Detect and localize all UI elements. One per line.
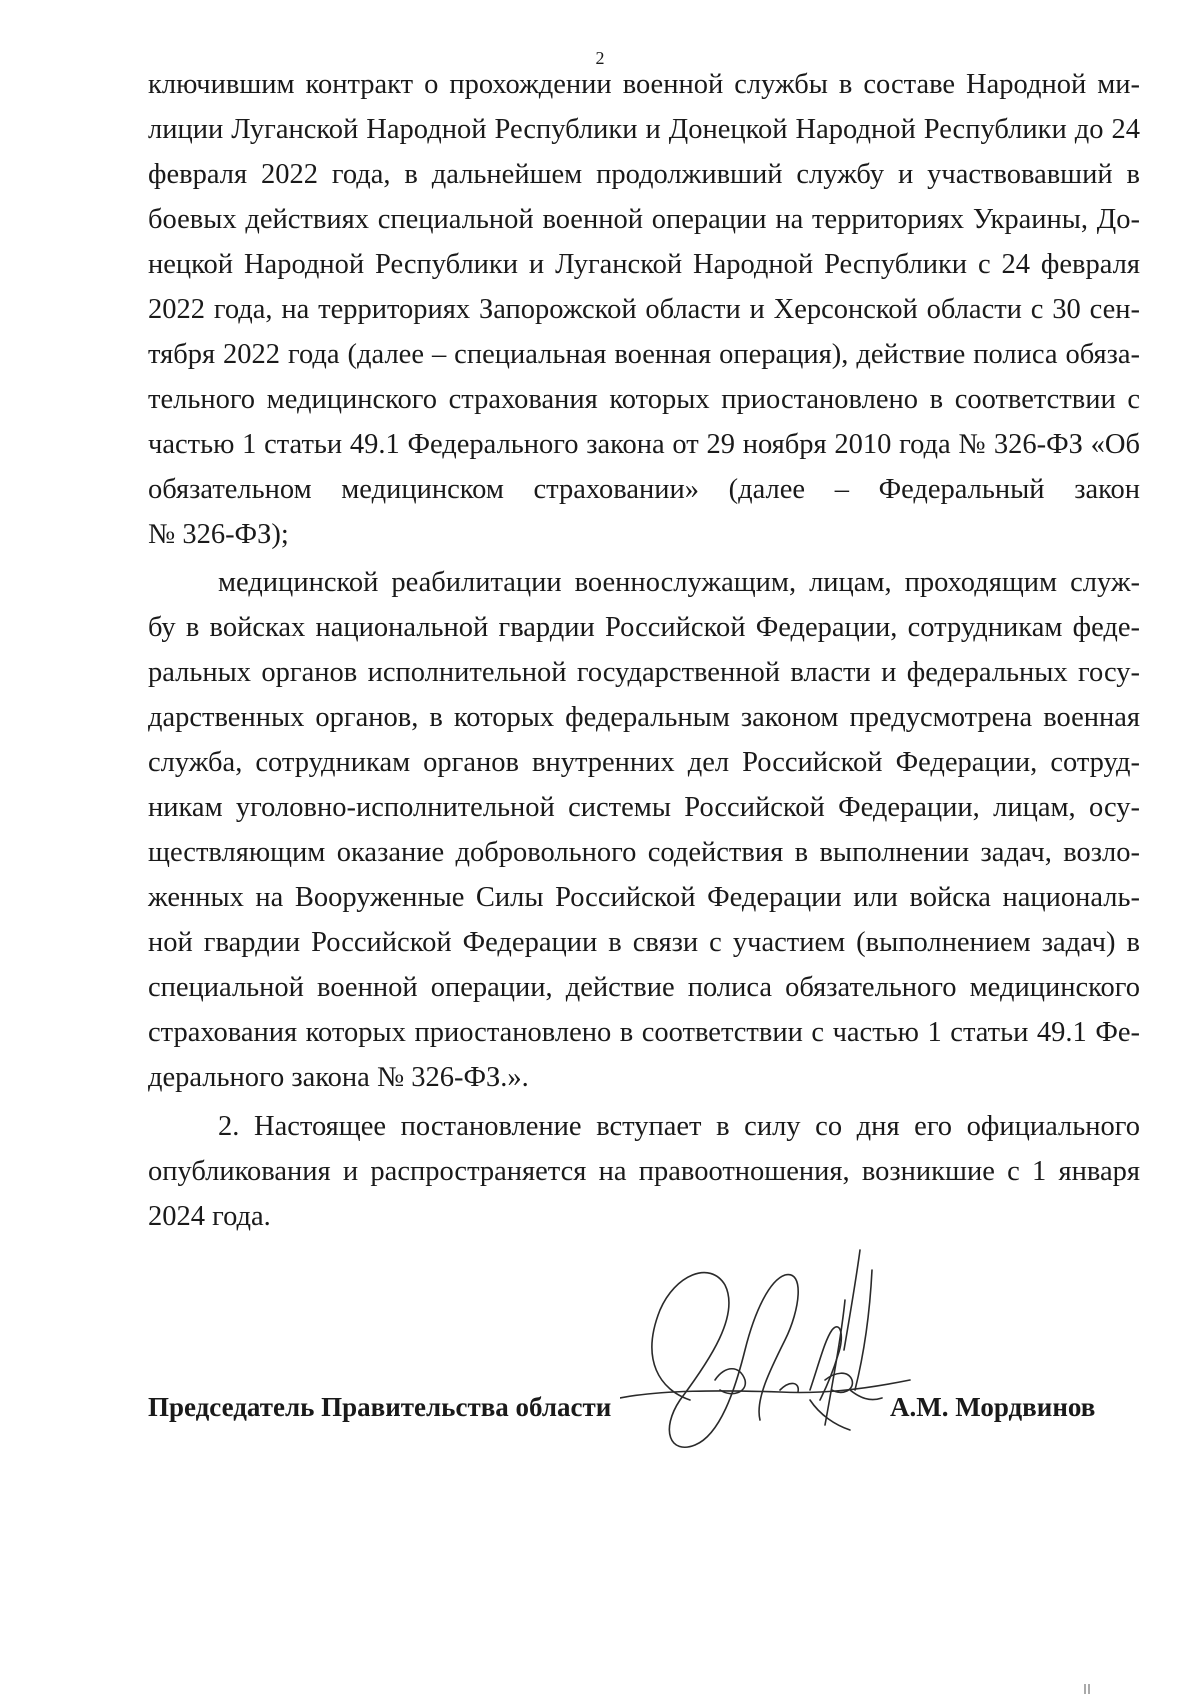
handwritten-signature bbox=[620, 1240, 920, 1470]
signature-block bbox=[148, 1392, 1140, 1432]
paragraph-2-line: ральных органов исполнительной государственной власти и федеральных госу- bbox=[148, 657, 1140, 688]
paragraph-1-line: лиции Луганской Народной Республики и Донецкой Народной Республики до 24 bbox=[148, 114, 1140, 145]
paragraph-3-line: опубликования и распространяется на правоотношения, возникшие с 1 января bbox=[148, 1156, 1140, 1187]
paragraph-2-line: бу в войсках национальной гвардии Российской Федерации, сотрудникам феде- bbox=[148, 612, 1140, 643]
paragraph-1-line: боевых действиях специальной военной операции на территориях Украины, До- bbox=[148, 204, 1140, 235]
paragraph-2-line: дарственных органов, в которых федеральным законом предусмотрена военная bbox=[148, 702, 1140, 733]
paragraph-2-line: дерального закона № 326-ФЗ.». bbox=[148, 1062, 529, 1093]
paragraph-2-line: специальной военной операции, действие полиса обязательного медицинского bbox=[148, 972, 1140, 1003]
paragraph-1-line: частью 1 статьи 49.1 Федерального закона от 29 ноября 2010 года № 326-ФЗ «Об bbox=[148, 429, 1140, 460]
paragraph-2-line: ществляющим оказание добровольного содействия в выполнении задач, возло- bbox=[148, 837, 1140, 868]
paragraph-2-line: женных на Вооруженные Силы Российской Федерации или войска националь- bbox=[148, 882, 1140, 913]
page-number: 2 bbox=[595, 48, 605, 68]
paragraph-3-line: 2. Настоящее постановление вступает в силу со дня его официального bbox=[218, 1111, 1140, 1142]
paragraph-1-line: тельного медицинского страхования которых приостановлено в соответствии с bbox=[148, 384, 1140, 415]
paragraph-2-line: никам уголовно-исполнительной системы Российской Федерации, лицам, осу- bbox=[148, 792, 1140, 823]
paragraph-1-line: 2022 года, на территориях Запорожской области и Херсонской области с 30 сен- bbox=[148, 294, 1140, 325]
paragraph-3-line: 2024 года. bbox=[148, 1201, 271, 1232]
paragraph-1-line: февраля 2022 года, в дальнейшем продолживший службу и участвовавший в bbox=[148, 159, 1140, 190]
paragraph-1-line: тября 2022 года (далее – специальная военная операция), действие полиса обяза- bbox=[148, 339, 1140, 370]
paragraph-2-line: служба, сотрудникам органов внутренних дел Российской Федерации, сотруд- bbox=[148, 747, 1140, 778]
paragraph-1-line: нецкой Народной Республики и Луганской Народной Республики с 24 февраля bbox=[148, 249, 1140, 280]
paragraph-2-line: страхования которых приостановлено в соответствии с частью 1 статьи 49.1 Фе- bbox=[148, 1017, 1140, 1048]
paragraph-2-line: ной гвардии Российской Федерации в связи с участием (выполнением задач) в bbox=[148, 927, 1140, 958]
scan-artifact-mark bbox=[1082, 1684, 1094, 1694]
paragraph-1-line: ключившим контракт о прохождении военной службы в составе Народной ми- bbox=[148, 69, 1140, 100]
paragraph-1-line: обязательном медицинском страховании» (далее – Федеральный закон bbox=[148, 474, 1140, 505]
signer-position: Председатель Правительства области bbox=[148, 1392, 612, 1422]
signer-name: А.М. Мордвинов bbox=[890, 1392, 1096, 1422]
paragraph-1-line: № 326-ФЗ); bbox=[148, 519, 289, 550]
paragraph-2-line: медицинской реабилитации военнослужащим, лицам, проходящим служ- bbox=[218, 567, 1140, 598]
